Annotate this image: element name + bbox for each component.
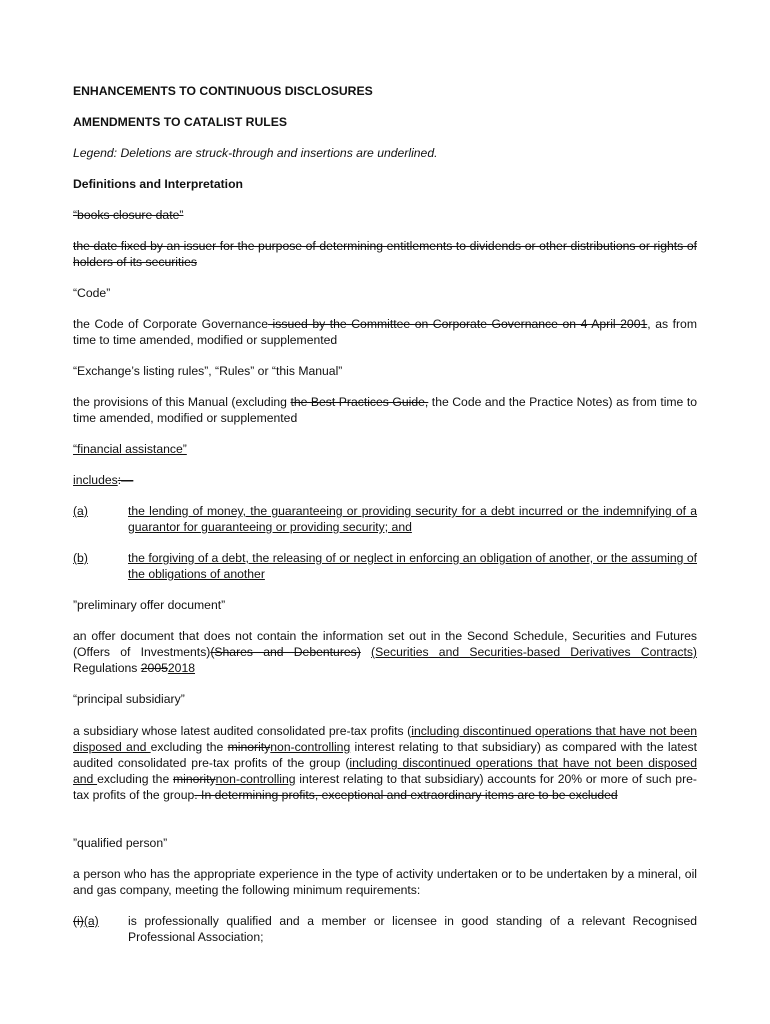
inserted-text: non-controlling [270, 740, 351, 754]
text-run [361, 645, 371, 659]
term-exchange-listing-rules: “Exchange’s listing rules”, “Rules” or “this Manual” [73, 364, 343, 378]
text-run: excluding the [97, 772, 173, 786]
list-item-text: the forgiving of a debt, the releasing of or neglect in enforcing an obligation of another, or the assuming of the obligations of another [128, 551, 697, 581]
term-financial-assistance: “financial assistance” [73, 442, 187, 456]
term-code: “Code” [73, 286, 111, 300]
list-item-label: (a) [73, 504, 88, 518]
inserted-text: including discontinued operations that have not been disposed and [73, 756, 697, 786]
text-run: excluding the [150, 740, 228, 754]
text-run: a subsidiary whose latest audited consolidated pre-tax profits ( [73, 724, 412, 738]
document-subtitle: AMENDMENTS TO CATALIST RULES [73, 115, 287, 129]
deleted-text: minority [227, 740, 271, 754]
text-run: interest relating to that subsidiary) as compared with the latest audited consolidated pre-tax profits of the group ( [73, 740, 697, 770]
inserted-text: (a) [83, 914, 99, 928]
document-title: ENHANCEMENTS TO CONTINUOUS DISCLOSURES [73, 84, 373, 98]
definition-exchange-listing-rules [73, 394, 697, 426]
definition-qualified-person: a person who has the appropriate experience in the type of activity undertaken or to be undertaken by a mineral, oil and gas company, meeting the following minimum requirements: [73, 867, 697, 897]
definition-code [73, 316, 697, 348]
deleted-text: minority [172, 772, 216, 786]
text-run: the Code and the Practice Notes) as from time to time amended, modified or supplemented [73, 395, 698, 425]
text-run: the Code of Corporate Governance [73, 317, 269, 331]
text-run: , as from time to time amended, modified or supplemented [73, 317, 697, 347]
text-run: an offer document that does not contain the information set out in the Second Schedule, Securities and Futures (Offers of Investments) [73, 629, 697, 659]
inserted-text: including discontinued operations that have not been disposed and [73, 724, 697, 754]
text-run: the provisions of this Manual (excluding [73, 395, 291, 409]
deleted-text: . In determining profits, exceptional and extraordinary items are to be excluded [194, 788, 618, 802]
definition-books-closure-date: the date fixed by an issuer for the purpose of determining entitlements to dividends or other distributions or rights of holders of its securities [73, 239, 697, 269]
deleted-text: issued by the Committee on Corporate Governance on 4 April 2001 [268, 317, 648, 331]
deleted-text: :— [117, 473, 134, 487]
term-preliminary-offer-document: ”preliminary offer document” [73, 598, 226, 612]
financial-includes [73, 472, 697, 488]
term-principal-subsidiary: “principal subsidiary” [73, 692, 185, 706]
list-item-text: is professionally qualified and a member or licensee in good standing of a relevant Recognised Professional Association; [128, 914, 697, 944]
definition-principal-subsidiary [73, 723, 697, 803]
list-item-text: the lending of money, the guaranteeing or providing security for a debt incurred or the indemnifying of a guarantor for guaranteeing or providing security; and [128, 504, 697, 534]
term-books-closure-date: “books closure date” [73, 208, 184, 222]
inserted-text: non-controlling [215, 772, 296, 786]
legend-text: Legend: Deletions are struck-through and insertions are underlined. [73, 146, 438, 160]
deleted-text: (i) [73, 914, 84, 928]
inserted-text: 2018 [167, 661, 196, 675]
text-run: Regulations [73, 661, 141, 675]
deleted-text: (Shares and Debentures) [210, 645, 361, 659]
list-item-label: (b) [73, 551, 88, 565]
inserted-text: (Securities and Securities-based Derivatives Contracts) [371, 645, 697, 659]
deleted-text: the Best Practices Guide, [290, 395, 429, 409]
deleted-text: 2005 [140, 661, 168, 675]
text-run: interest relating to that subsidiary) accounts for 20% or more of such pre-tax profits of the group [73, 772, 697, 802]
list-item-label [73, 913, 123, 929]
section-heading: Definitions and Interpretation [73, 177, 243, 191]
definition-preliminary-offer-document [73, 628, 697, 676]
term-qualified-person: ”qualified person” [73, 836, 168, 850]
inserted-text: includes [73, 473, 118, 487]
